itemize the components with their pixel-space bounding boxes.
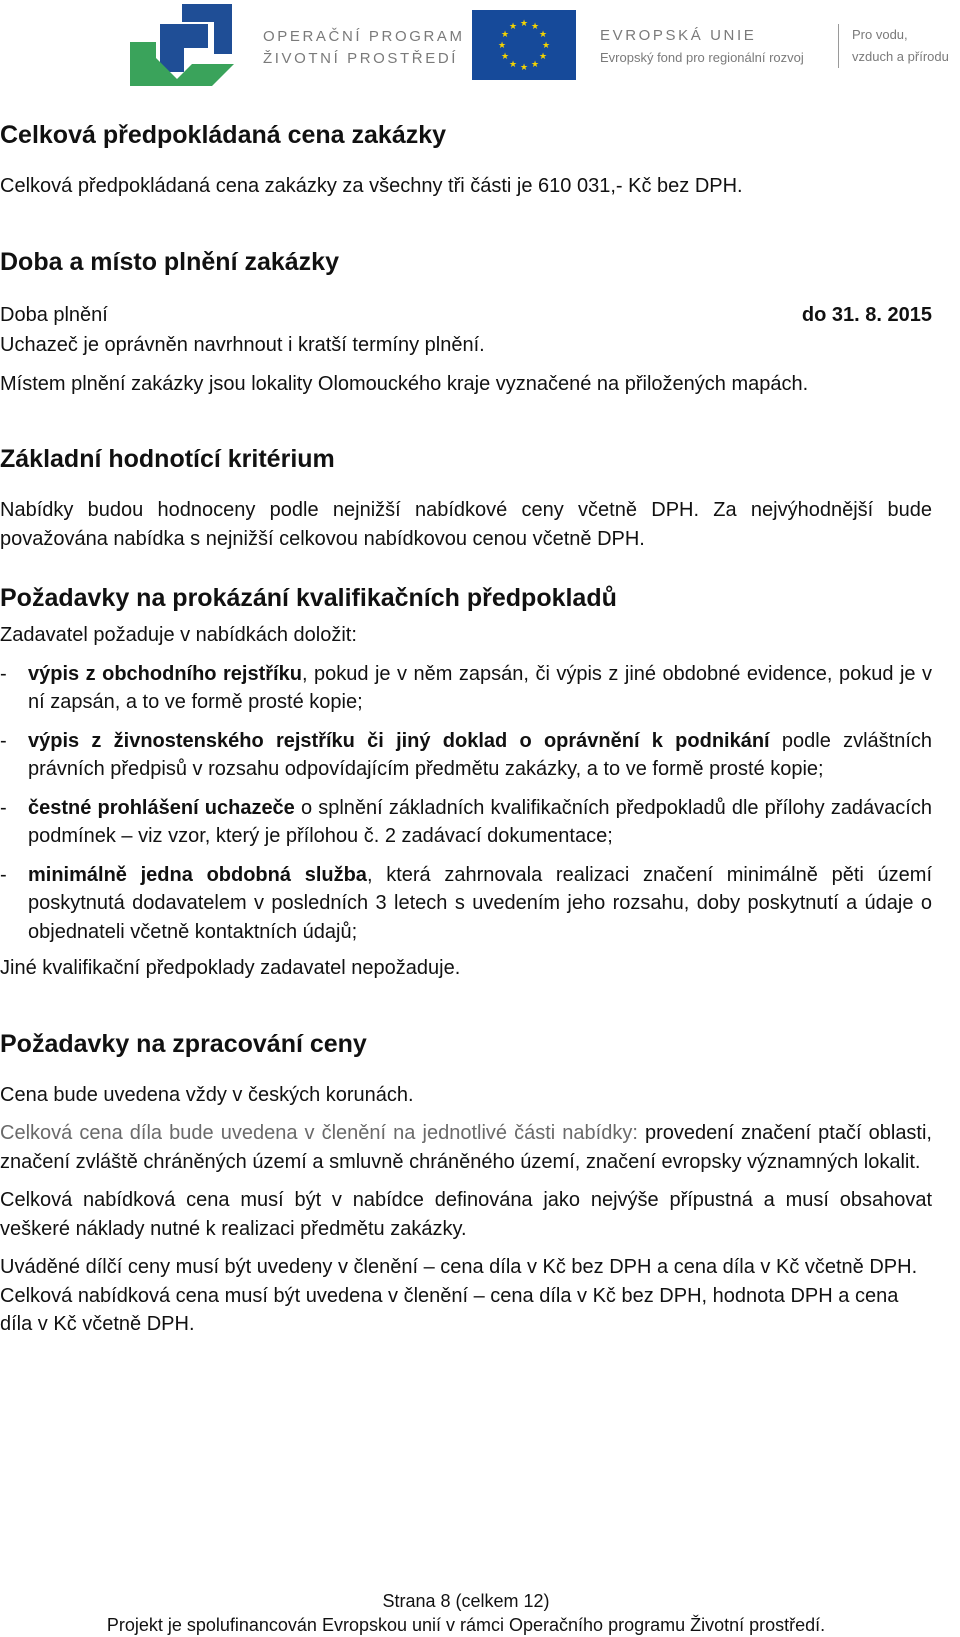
list-item-bold: čestné prohlášení uchazeče [28,796,295,819]
slogan [852,24,949,68]
svg-text:★: ★ [530,22,540,32]
list-item-rest: , která zahrnovala realizaci značení minimálně pěti území poskytnutá dodavatelem v posledních 3 letech s uvedením jeho rozsahu, doby poskytnutí a údaje o objednateli včetně kontaktních údajů; [28,863,932,943]
section-title-doba: Doba a místo plnění zakázky [0,247,339,276]
dash-marker: - [0,662,7,685]
section-title-zpracovani: Požadavky na zpracování ceny [0,1029,367,1058]
dash-marker: - [0,863,7,886]
op-line2: ŽIVOTNÍ PROSTŘEDÍ [263,50,459,67]
doba-value: do 31. 8. 2015 [801,303,932,326]
eu-line2: Evropský fond pro regionální rozvoj [600,50,804,65]
list-item [0,727,932,784]
kvalifikace-intro: Zadavatel požaduje v nabídkách doložit: [0,624,357,646]
doba-line2: Uchazeč je oprávněn navrhnout i kratší termíny plnění. [0,334,485,356]
slogan-line1: Pro vodu, [852,27,908,42]
zpracovani-p2 [0,1119,932,1176]
page-header [0,0,960,92]
section-title-kriterium: Základní hodnotící kritérium [0,445,335,473]
dash-marker: - [0,729,7,752]
svg-text:★: ★ [508,60,518,70]
footer-note: Projekt je spolufinancován Evropskou unií v rámci Operačního programu Životní prostředí. [106,1615,826,1635]
footer-page-number: Strana 8 (celkem 12) [382,1591,550,1611]
eu-logo-text [600,25,804,69]
svg-text:★: ★ [530,60,540,70]
doba-line3: Místem plnění zakázky jsou lokality Olomouckého kraje vyznačené na přiložených mapách. [0,372,809,395]
op-line1: OPERAČNÍ PROGRAM [263,28,465,45]
list-item-rest: , pokud je v něm zapsán, či výpis z jiné obdobné evidence, pokud je v ní zapsán, a to ve formě prosté kopie; [28,662,933,713]
svg-text:★: ★ [508,22,518,32]
list-item-bold: minimálně jedna obdobná služba [28,863,367,886]
operacni-program-logo-icon [130,2,240,88]
document-body [0,118,932,1339]
eu-line1: EVROPSKÁ UNIE [600,27,757,44]
doba-label: Doba plnění [0,303,108,326]
list-item-bold: výpis z živnostenského rejstříku či jiný doklad o oprávnění k podnikání [28,729,770,752]
dash-marker: - [0,796,7,819]
list-item [0,794,932,851]
list-item [0,861,932,947]
eu-flag-icon [472,10,576,80]
zpracovani-p1: Cena bude uvedena vždy v českých korunách. [0,1083,414,1106]
header-divider [838,24,839,68]
svg-text:★: ★ [497,41,507,51]
zpracovani-p2-gray: Celková cena díla bude uvedena v členění na jednotlivé části nabídky: [0,1122,638,1144]
zpracovani-p2-rest: provedení značení ptačí oblasti, značení zvláště chráněných území a smluvně chráněného území, značení evropsky významných lokalit. [0,1122,932,1173]
zpracovani-p4: Uváděné dílčí ceny musí být uvedeny v členění – cena díla v Kč bez DPH a cena díla v Kč včetně DPH. Celková nabídková cena musí být uvedena v členění – cena díla v Kč bez DPH, hodnota DPH a cena díla v Kč včetně DPH. [0,1256,918,1335]
svg-text:★: ★ [538,52,548,62]
svg-text:★: ★ [519,63,529,73]
op-logo-text [263,26,465,70]
zpracovani-p3: Celková nabídková cena musí být v nabídce definována jako nejvýše přípustná a musí obsahovat veškeré náklady nutné k realizaci předmětu zakázky. [0,1189,932,1240]
section-title-kvalifikace: Požadavky na prokázání kvalifikačních předpokladů [0,584,617,612]
list-item-bold: výpis z obchodního rejstříku [28,662,302,685]
svg-text:★: ★ [500,30,510,40]
svg-text:★: ★ [538,30,548,40]
svg-text:★: ★ [541,41,551,51]
kvalifikace-list [0,660,932,947]
section-title-cena: Celková předpokládaná cena zakázky [0,121,447,149]
kriterium-text: Nabídky budou hodnoceny podle nejnižší nabídkové ceny včetně DPH. Za nejvýhodnější bude považována nabídka s nejnižší celkovou nabídkovou cenou včetně DPH. [0,499,932,550]
kvalifikace-outro: Jiné kvalifikační předpoklady zadavatel nepožaduje. [0,957,461,979]
list-item-rest: podle zvláštních právních předpisů v rozsahu odpovídajícím předmětu zakázky, a to ve formě prosté kopie; [28,729,932,780]
list-item [0,660,932,717]
slogan-line2: vzduch a přírodu [852,49,949,64]
svg-text:★: ★ [519,19,529,29]
list-item-rest: o splnění základních kvalifikačních předpokladů dle přílohy zadávacích podmínek – viz vzor, který je přílohou č. 2 zadávací dokumentace; [28,796,932,847]
doba-plneni-row [0,301,932,330]
cena-text: Celková předpokládaná cena zakázky za všechny tři části je 610 031,- Kč bez DPH. [0,175,743,197]
svg-text:★: ★ [500,52,510,62]
